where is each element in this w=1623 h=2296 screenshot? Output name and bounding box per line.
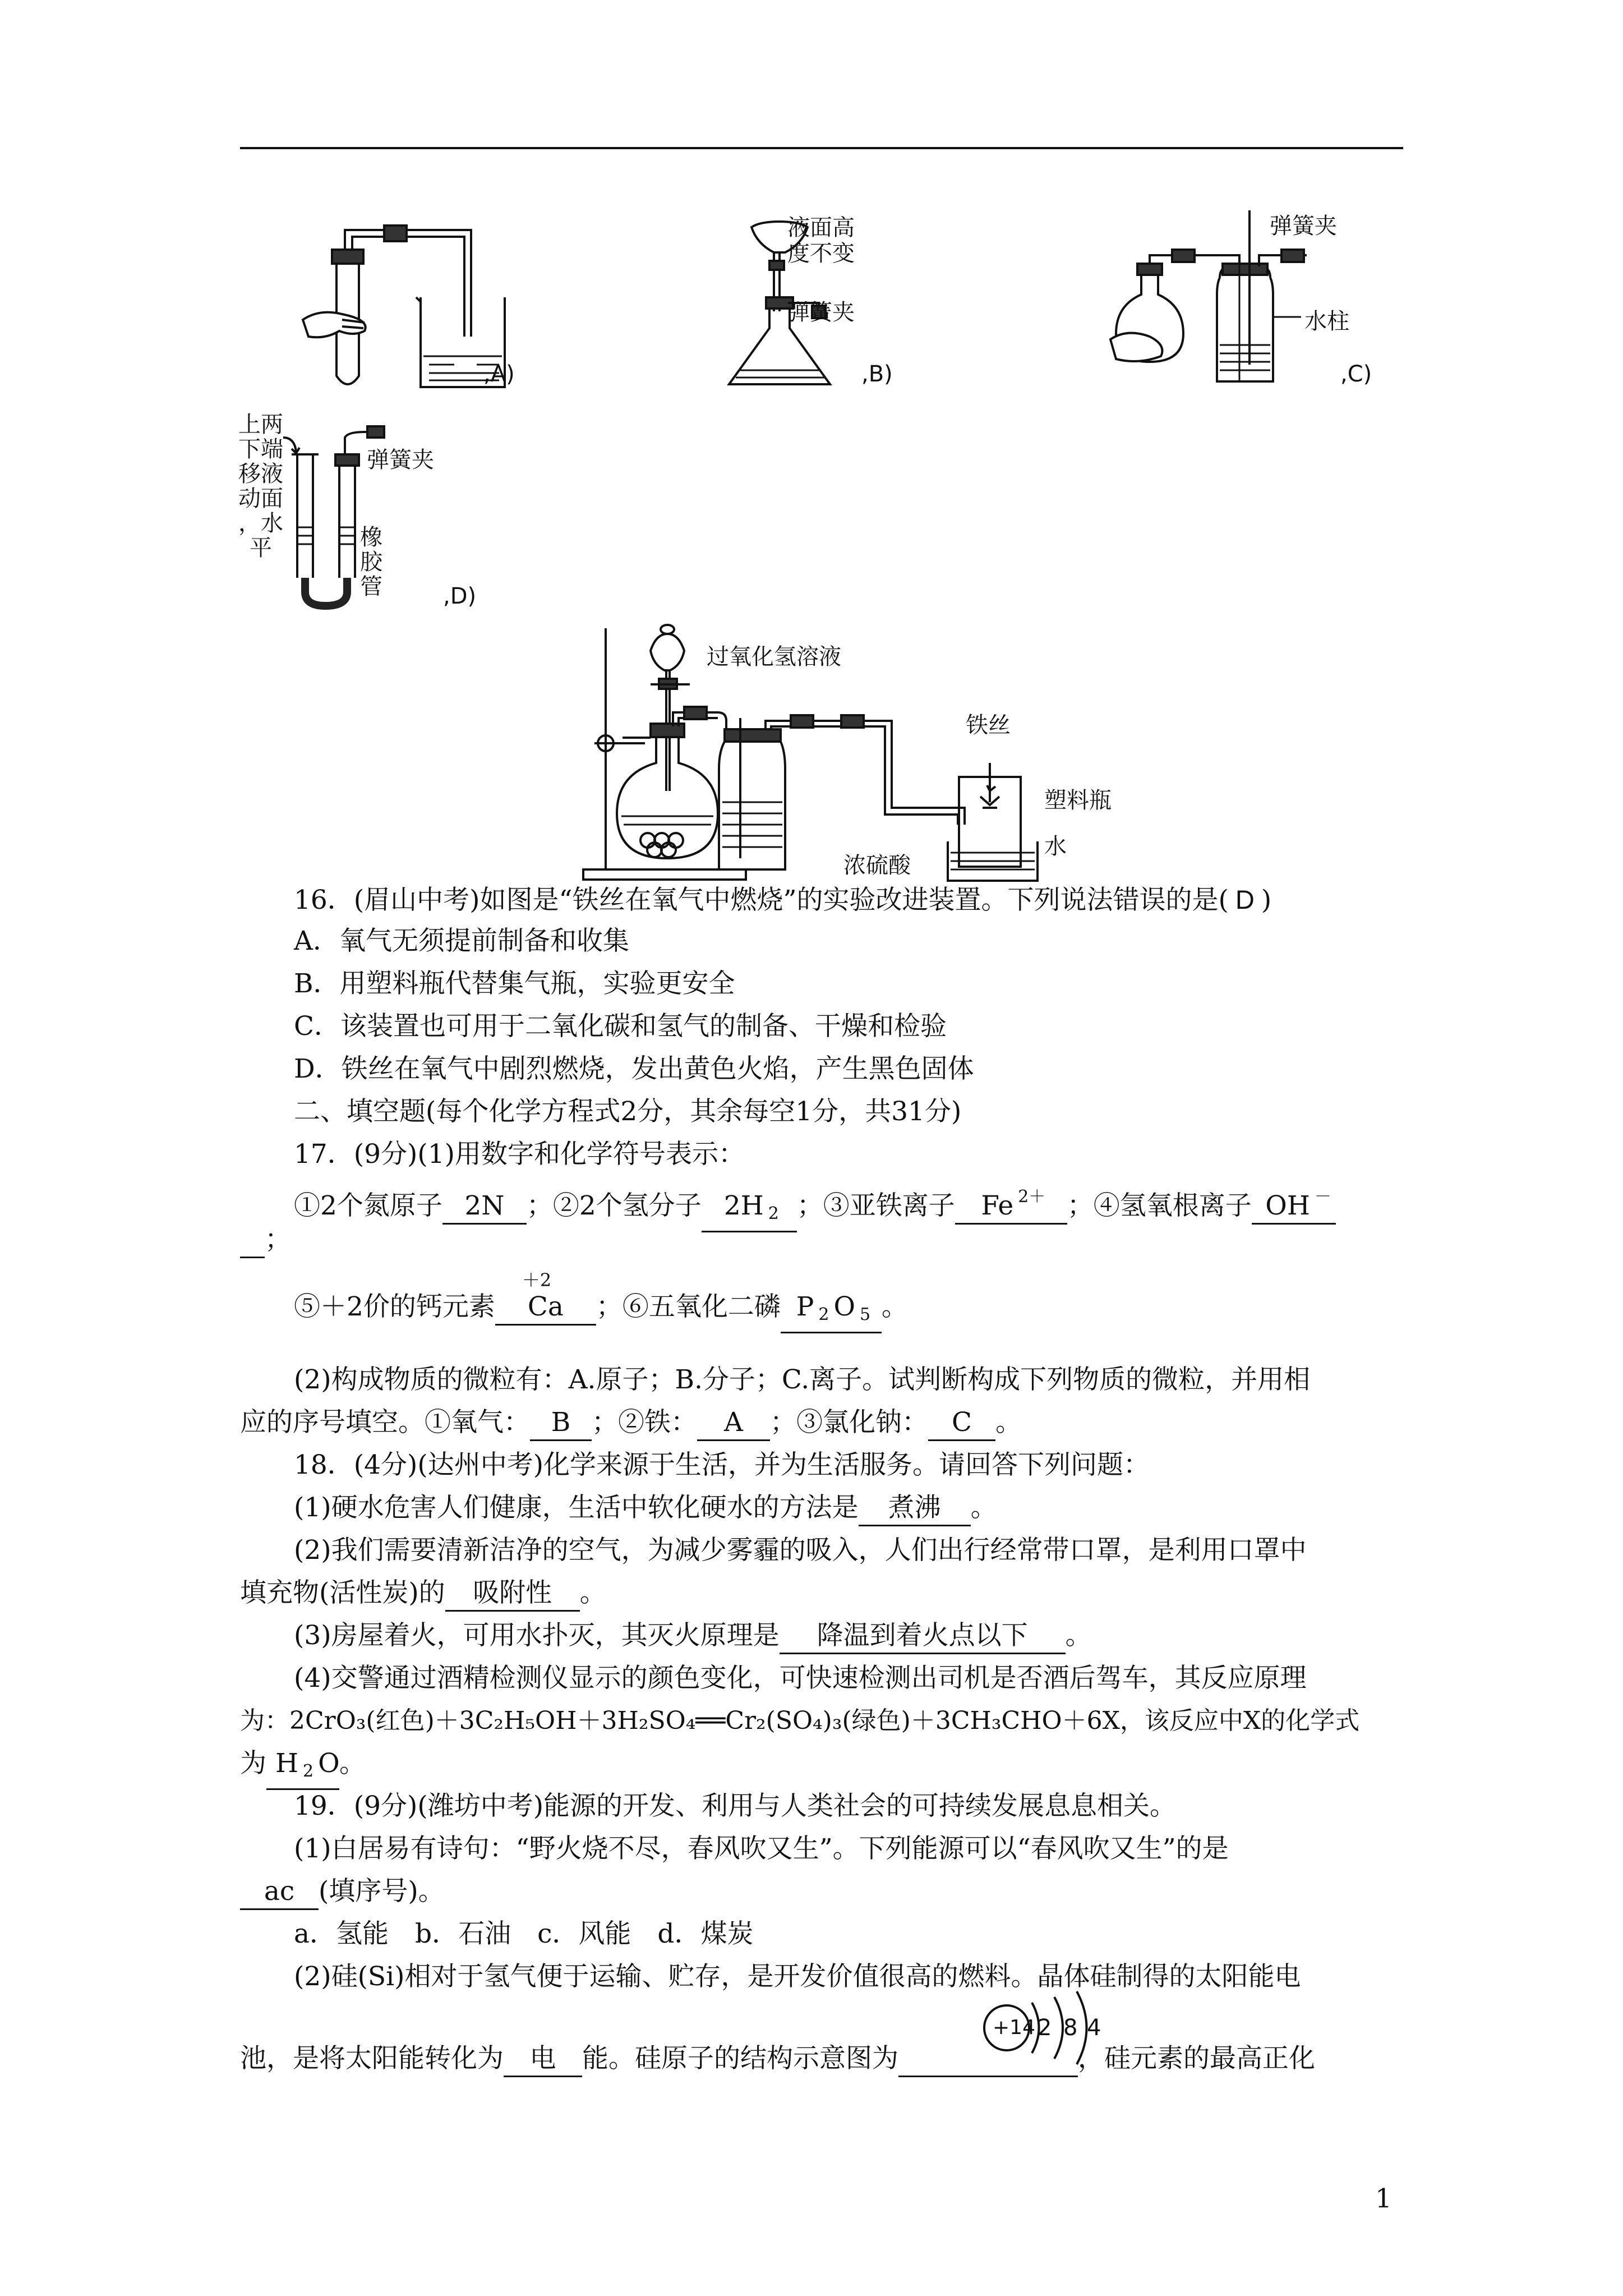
q19-line-1b [240,1875,445,1910]
q17-p1-a: ①2个氮原子 [294,1190,442,1221]
q17-part2-line2 [240,1406,1022,1441]
q17-ans-5: Ca [527,1291,564,1322]
q18-p2-end: 。 [579,1577,606,1608]
option-d-tag: ,D) [443,583,477,609]
q17-ans-4: OH [1265,1190,1310,1221]
option-b-tag: ,B) [861,361,893,387]
main-label-bottle: 塑料瓶 [1044,788,1112,813]
atom-shell-1: 2 [1038,2015,1052,2041]
q17-p1-d: ；④氢氧根离子 [1067,1190,1252,1221]
q17-ans-1: 2N [464,1190,505,1221]
q18-p2-l2: 填充物(活性炭)的 [240,1577,445,1608]
q18-ans-1: 煮沸 [888,1492,941,1523]
d-label-left: 上两 下端 移液 动面 ，水 平 [238,412,283,561]
q18-line-4a: (4)交警通过酒精检测仪显示的颜色变化，可快速检测出司机是否酒后驾车，其反应原理 [294,1663,1307,1694]
q17-p2-b: ；⑥五氧化二磷 [596,1291,781,1322]
q18-ans-4-sub: 2 [303,1761,314,1781]
q17-answer-6 [781,1290,882,1333]
q17-answer-5 [495,1269,596,1326]
q19-answer-1 [240,1875,319,1910]
q18-ans-3: 降温到着火点以下 [817,1620,1028,1651]
q18-line-1 [294,1491,997,1526]
q17-ans-6-sub1: 2 [818,1305,829,1324]
atom-shell-2: 8 [1063,2015,1078,2041]
q19-stem: 19．(9分)(潍坊中考)能源的开发、利用与人类社会的可持续发展息息相关。 [294,1791,1177,1821]
q19-line-2a: (2)硅(Si)相对于氢气便于运输、贮存，是开发价值很高的燃料。晶体硅制得的太阳能电 [294,1961,1301,1992]
q17-line-2 [294,1269,908,1333]
c-label-water: 水柱 [1304,309,1349,334]
b-label-clamp: 弹簧夹 [787,300,855,325]
q17-p2l2-d: 。 [995,1407,1022,1438]
q16-option-a: A．氧气无须提前制备和收集 [294,926,629,956]
q19-p1-l2: (填序号)。 [319,1876,445,1907]
q17-ans-6-b: O [833,1291,855,1322]
section2-heading: 二、填空题(每个化学方程式2分，其余每空1分，共31分) [294,1096,962,1127]
q17-ans-3: Fe [981,1190,1014,1221]
q19-ans-2: 电 [529,2043,556,2074]
q17-line-1-cont [240,1223,291,1258]
q18-line-2b [240,1576,606,1612]
q17-ans-2-sub: 2 [768,1204,779,1223]
q19-p2-l2-b: 能。硅原子的结构示意图为 [582,2043,898,2074]
q17-p1-b: ；②2个氢分子 [526,1190,702,1221]
q18-p4-end: 。 [339,1748,366,1779]
q17-answer-o2 [530,1406,592,1441]
q18-ans-4: H [275,1748,298,1779]
q19-line-1a: (1)白居易有诗句：“野火烧不尽，春风吹又生”。下列能源可以“春风吹又生”的是 [294,1833,1229,1864]
q18-answer-3 [780,1619,1066,1654]
q17-stem: 17．(9分)(1)用数字和化学符号表示： [294,1139,745,1170]
q19-p2-l2-c: ，硅元素的最高正化 [1078,2043,1315,2074]
q17-answer-3 [955,1180,1067,1225]
q17-p1-e: ； [265,1224,291,1255]
q17-ans-6-sub2: 5 [859,1305,871,1324]
q17-p1-c: ；③亚铁离子 [796,1190,955,1221]
q19-p2-l2-a: 池，是将太阳能转化为 [240,2043,504,2074]
q19-ans-1: ac [264,1876,295,1907]
q17-ans-3-sup: 2＋ [1018,1187,1046,1207]
q17-ans-2-wrap [715,1189,783,1231]
page-number: 1 [1375,2183,1392,2214]
main-label-h2o2: 过氧化氢溶液 [707,644,841,670]
q18-p3: (3)房屋着火，可用水扑灭，其灭火原理是 [294,1620,780,1651]
q17-ans-3-wrap [972,1180,1050,1223]
main-label-water: 水 [1044,834,1067,859]
q17-part2-line1: (2)构成物质的微粒有：A.原子；B.分子；C.离子。试判断构成下列物质的微粒，并用相 [294,1364,1311,1395]
q18-p3-end: 。 [1065,1620,1092,1651]
q19-line-2b [240,2042,1315,2077]
q17-ans-fe: A [724,1407,743,1438]
q18-stem: 18．(4分)(达州中考)化学来源于生活，并为生活服务。请回答下列问题： [294,1450,1150,1480]
q16-option-d: D．铁丝在氧气中剧烈燃烧，发出黄色火焰，产生黑色固体 [294,1053,974,1084]
q17-ans-5-top: ＋2 [522,1269,552,1291]
q16-close: ) [1261,885,1272,915]
atom-shell-3: 4 [1087,2015,1101,2041]
q17-p2l2-a: 应的序号填空。①氧气： [240,1407,530,1438]
q17-answer-4-tail [240,1223,265,1258]
q16-stem-text: 16．(眉山中考)如图是“铁丝在氧气中燃烧”的实验改进装置。下列说法错误的是( [294,885,1229,915]
d-label-clamp: 弹簧夹 [367,447,434,473]
q19-answer-2 [504,2042,582,2077]
q18-line-4c [240,1747,366,1790]
q17-ans-nacl: C [952,1407,972,1438]
q17-ans-6-a: P [796,1291,814,1322]
q17-answer-4 [1252,1180,1336,1225]
q18-ans-2: 吸附性 [473,1577,552,1608]
q18-answer-2 [445,1576,580,1612]
d-label-tube: 橡 胶 管 [360,524,382,600]
q18-ans-4-wrap [266,1747,349,1788]
q17-p2l2-c: ；③氯化钠： [770,1407,928,1438]
q18-line-4b: 为：2CrO₃(红色)＋3C₂H₅OH＋3H₂SO₄══Cr₂(SO₄)₃(绿色)＋3CH₃CHO＋6X，该反应中X的化学式 [240,1706,1360,1735]
main-label-acid: 浓硫酸 [843,853,911,878]
q18-p1-end: 。 [970,1492,997,1523]
q17-ans-6-wrap [787,1290,875,1332]
q17-ans-4-sup: － [1314,1187,1331,1207]
c-label-clamp: 弹簧夹 [1270,213,1337,239]
q17-p2-c: 。 [881,1291,908,1322]
q18-line-3 [294,1619,1092,1654]
q17-p2-a: ⑤＋2价的钙元素 [294,1291,495,1322]
q17-p2l2-b: ；②铁： [592,1407,697,1438]
q17-answer-2 [702,1189,797,1232]
q18-p1: (1)硬水危害人们健康，生活中软化硬水的方法是 [294,1492,859,1523]
b-label-level: 液面高 度不变 [787,215,855,266]
q19-choices: a．氢能 b．石油 c．风能 d．煤炭 [294,1918,754,1949]
q17-line-1 [294,1180,1336,1232]
q16-option-b: B．用塑料瓶代替集气瓶，实验更安全 [294,968,735,999]
q17-ans-4-wrap [1256,1180,1336,1223]
q17-answer-1 [442,1189,527,1225]
q16-option-c: C．该装置也可用于二氧化碳和氢气的制备、干燥和检验 [294,1011,947,1042]
option-c-tag: ,C) [1340,361,1372,387]
q17-answer-fe [697,1406,770,1441]
q18-line-2a: (2)我们需要清新洁净的空气，为减少雾霾的吸入，人们出行经常带口罩，是利用口罩中 [294,1535,1307,1566]
q17-ans-o2: B [551,1407,571,1438]
q17-ans-2: 2H [723,1190,764,1221]
main-label-wire: 铁丝 [966,712,1011,738]
q18-answer-4 [266,1747,339,1790]
option-a-tag: ,A) [483,361,515,387]
header-rule [240,147,1403,149]
q18-ans-4-b: O [318,1748,340,1779]
q18-p4-l3: 为 [240,1748,266,1779]
q18-answer-1 [859,1491,971,1526]
q16-stem [294,883,1271,917]
atom-nucleus: +14 [993,2016,1035,2039]
q16-answer: D [1235,885,1255,914]
q17-answer-nacl [928,1406,995,1441]
